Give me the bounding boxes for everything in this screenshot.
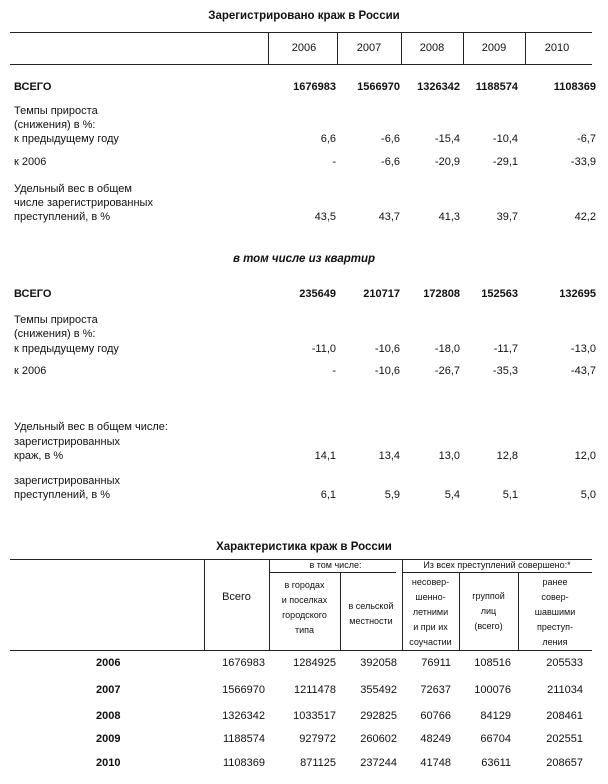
t2-row-repeat: 208657 — [546, 757, 583, 769]
t2-row-year: 2006 — [96, 657, 121, 669]
s2-share-head: Удельный вес в общем числе: — [14, 421, 168, 433]
s1-total-2008: 1326342 — [417, 81, 460, 93]
t2-col-group-line3: (всего) — [474, 621, 503, 631]
s2-share-a-2010: 12,0 — [574, 450, 596, 462]
t2-col-rural-line2: местности — [349, 616, 393, 626]
t2-row-year: 2010 — [96, 757, 121, 769]
t2-group-of-header: Из всех преступлений совершено:* — [423, 560, 571, 570]
year-header-2006: 2006 — [291, 42, 317, 54]
t2-col-group-header — [459, 589, 518, 634]
s2-total-2008: 172808 — [423, 288, 460, 300]
t2-row-repeat: 202551 — [546, 733, 583, 745]
s2-share-a-line1: зарегистрированных — [14, 436, 120, 448]
s1-growth-label-line1: Темпы прироста — [14, 105, 98, 117]
s2-total-2006: 235649 — [299, 288, 336, 300]
t2-row-rural: 392058 — [360, 657, 397, 669]
t2-row-minor: 76911 — [421, 657, 451, 669]
s1-share-label-line2: числе зарегистрированных — [14, 197, 153, 209]
s1-base-2008: -20,9 — [434, 156, 460, 168]
t2-col-city-line1: в городах — [284, 580, 325, 590]
s2-share-b-2007: 5,9 — [384, 489, 400, 501]
s1-share-2010: 42,2 — [574, 211, 596, 223]
t2-row-group: 66704 — [480, 733, 511, 745]
t2-row-minor: 60766 — [420, 710, 451, 722]
t2-row-repeat: 205533 — [546, 657, 583, 669]
t2-col-repeat-line1: ранее — [542, 577, 568, 587]
t2-row-city: 871125 — [300, 757, 336, 769]
t2-col-city-line4: типа — [294, 625, 315, 635]
t2-row-group: 84129 — [480, 710, 511, 722]
s1-prev-2008: -15,4 — [434, 133, 460, 145]
s2-base-2007: -10,6 — [374, 365, 400, 377]
year-header-2009: 2009 — [481, 42, 507, 54]
s2-share-b-2010: 5,0 — [580, 489, 596, 501]
s1-prev-year-label: к предыдущему году — [14, 133, 119, 145]
table1-col-divider — [401, 32, 402, 64]
t2-col-minor-line5: соучастии — [409, 637, 452, 647]
s1-share-2007: 43,7 — [378, 211, 400, 223]
t2-row-city: 927972 — [299, 733, 336, 745]
s2-total-label: ВСЕГО — [14, 288, 52, 300]
s2-growth-label-line2: (снижения) в %: — [14, 328, 96, 340]
t2-row-rural: 292825 — [360, 710, 397, 722]
table1-title: Зарегистрировано краж в России — [208, 10, 400, 22]
table1-subtitle: в том числе из квартир — [232, 253, 376, 265]
t2-row-group: 108516 — [474, 657, 511, 669]
s1-base-2009: -29,1 — [492, 156, 518, 168]
t2-col-minor-header — [402, 575, 459, 650]
s1-total-2009: 1188574 — [475, 81, 518, 93]
t2-row-rural: 237244 — [360, 757, 397, 769]
s2-share-a-2007: 13,4 — [378, 450, 400, 462]
s1-share-label-line3: преступлений, в % — [14, 211, 111, 223]
t2-row-minor: 72637 — [420, 684, 451, 696]
t2-row-year: 2008 — [96, 710, 121, 722]
s1-prev-2009: -10,4 — [492, 133, 518, 145]
s2-growth-label-line1: Темпы прироста — [14, 314, 98, 326]
t2-row-total: 1108369 — [222, 757, 265, 769]
year-header-2007: 2007 — [356, 42, 382, 54]
t2-row-total: 1566970 — [222, 684, 265, 696]
s2-share-a-2008: 13,0 — [438, 450, 460, 462]
t2-col-total-header: Всего — [222, 591, 251, 603]
s1-prev-2007: -6,6 — [381, 133, 400, 145]
s2-prev-2009: -11,7 — [493, 343, 518, 355]
t2-row-city: 1284925 — [293, 657, 336, 669]
t2-row-total: 1326342 — [222, 710, 265, 722]
s2-base-2008: -26,7 — [434, 365, 460, 377]
t2-row-minor: 48249 — [420, 733, 451, 745]
t2-row-group: 63611 — [481, 757, 511, 769]
s2-prev-2007: -10,6 — [374, 343, 400, 355]
s1-prev-2010: -6,7 — [577, 133, 596, 145]
s1-prev-2006: 6,6 — [320, 133, 336, 145]
table1-header-top-border — [10, 32, 592, 33]
s2-base-2009: -35,3 — [492, 365, 518, 377]
t2-row-city: 1033517 — [293, 710, 336, 722]
s2-share-a-2006: 14,1 — [314, 450, 336, 462]
s2-base-2006: - — [332, 365, 336, 377]
s1-growth-label-line2: (снижения) в %: — [14, 119, 96, 131]
s2-prev-2008: -18,0 — [434, 343, 460, 355]
t2-col-minor-line1: несовер- — [411, 577, 450, 587]
table1-col-divider — [268, 32, 269, 64]
t2-group-in-header: в том числе: — [309, 560, 362, 570]
t2-row-repeat: 208461 — [546, 710, 583, 722]
t2-row-year: 2007 — [96, 684, 121, 696]
t2-col-minor-line3: летними — [412, 607, 449, 617]
table2-title: Характеристика краж в России — [216, 541, 392, 553]
table1-col-divider — [463, 32, 464, 64]
s2-total-2009: 152563 — [481, 288, 518, 300]
s1-total-2006: 1676983 — [293, 81, 336, 93]
t2-row — [0, 757, 608, 773]
table2-header-bottom-border — [10, 650, 592, 651]
t2-col-repeat-line3: шавшими — [534, 607, 576, 617]
t2-col-repeat-header — [518, 575, 592, 650]
s2-total-2010: 132695 — [559, 288, 596, 300]
t2-row — [0, 710, 608, 726]
s2-share-b-line2: преступлений, в % — [14, 489, 111, 501]
s2-prev-2006: -11,0 — [311, 343, 336, 355]
s2-share-b-2008: 5,4 — [444, 489, 460, 501]
t2-col-minor-line4: и при их — [413, 622, 448, 632]
table1-col-divider — [525, 32, 526, 64]
s1-base-2007: -6,6 — [381, 156, 400, 168]
t2-row-group: 100076 — [474, 684, 511, 696]
t2-col-rural-header — [340, 599, 402, 629]
t2-row — [0, 657, 608, 673]
t2-col-rural-line1: в сельской — [348, 601, 394, 611]
t2-row-repeat: 211034 — [547, 684, 583, 696]
t2-col-city-header — [269, 578, 340, 638]
s2-total-2007: 210717 — [363, 288, 400, 300]
t2-col-repeat-line5: ления — [542, 637, 568, 647]
s1-total-2007: 1566970 — [357, 81, 400, 93]
table2-group-underline — [402, 572, 592, 573]
table2-group-underline — [269, 572, 396, 573]
t2-col-city-line3: городского — [282, 610, 327, 620]
year-header-2008: 2008 — [419, 42, 445, 54]
s2-share-b-2009: 5,1 — [502, 489, 518, 501]
t2-row-city: 1211478 — [293, 684, 336, 696]
s2-share-b-2006: 6,1 — [320, 489, 336, 501]
s1-share-2008: 41,3 — [438, 211, 460, 223]
s1-base-2010: -33,9 — [570, 156, 596, 168]
t2-col-group-line1: группой — [472, 591, 505, 601]
t2-col-minor-line2: шенно- — [415, 592, 446, 602]
s2-prev-year-label: к предыдущему году — [14, 343, 119, 355]
year-header-2010: 2010 — [544, 42, 570, 54]
s1-base-2006: - — [332, 156, 336, 168]
t2-col-city-line2: и поселках — [281, 595, 328, 605]
t2-row — [0, 684, 608, 700]
s1-base-year-label: к 2006 — [14, 156, 47, 168]
table1-col-divider — [337, 32, 338, 64]
t2-row-rural: 260602 — [360, 733, 397, 745]
t2-col-group-line2: лиц — [480, 606, 497, 616]
s2-share-a-line2: краж, в % — [14, 450, 64, 462]
t2-row-year: 2009 — [96, 733, 121, 745]
s2-base-year-label: к 2006 — [14, 365, 47, 377]
s2-prev-2010: -13,0 — [570, 343, 596, 355]
s2-base-2010: -43,7 — [570, 365, 596, 377]
t2-row-total: 1188574 — [222, 733, 265, 745]
s1-share-label-line1: Удельный вес в общем — [14, 183, 132, 195]
table1-header-bottom-border — [10, 64, 592, 65]
s1-total-2010: 1108369 — [553, 81, 596, 93]
t2-row-rural: 355492 — [360, 684, 397, 696]
s2-share-b-line1: зарегистрированных — [14, 475, 120, 487]
s2-share-a-2009: 12,8 — [496, 450, 518, 462]
t2-row-total: 1676983 — [222, 657, 265, 669]
t2-col-repeat-line2: совер- — [541, 592, 569, 602]
s1-total-label: ВСЕГО — [14, 81, 52, 93]
s1-share-2006: 43,5 — [314, 211, 336, 223]
t2-row-minor: 41748 — [420, 757, 451, 769]
s1-share-2009: 39,7 — [496, 211, 518, 223]
t2-row — [0, 733, 608, 749]
t2-col-repeat-line4: преступ- — [537, 622, 573, 632]
